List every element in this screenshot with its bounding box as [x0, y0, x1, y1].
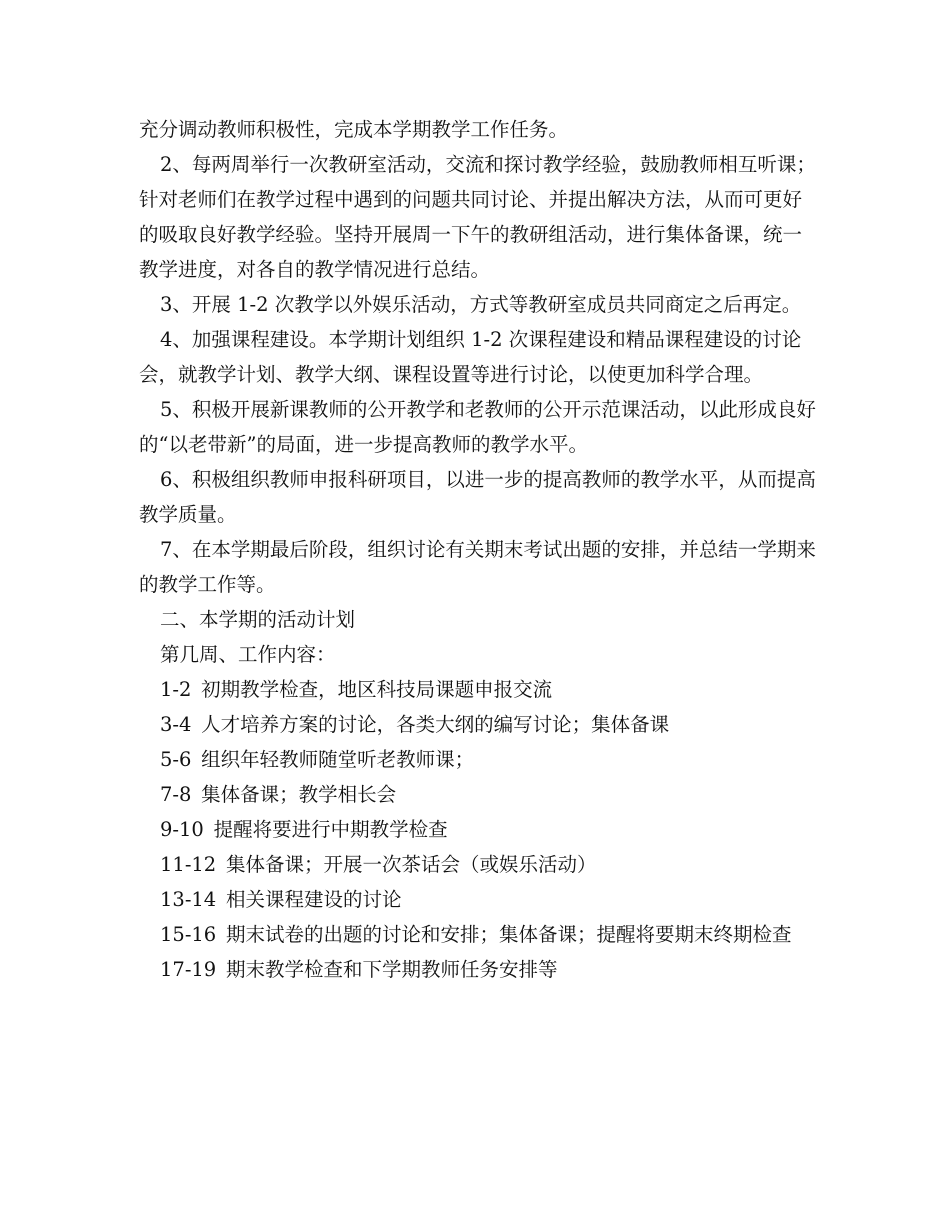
schedule-weeks: 11-12 [160, 853, 217, 876]
schedule-content: 人才培养方案的讨论，各类大纲的编写讨论；集体备课 [201, 713, 670, 736]
schedule-row [139, 777, 819, 812]
schedule-weeks: 1-2 [160, 678, 192, 701]
schedule-weeks: 17-19 [160, 958, 217, 981]
schedule-content: 集体备课；教学相长会 [201, 783, 397, 806]
schedule-row [139, 847, 819, 882]
schedule-row [139, 882, 819, 917]
paragraph-item-5: 5、积极开展新课教师的公开教学和老教师的公开示范课活动，以此形成良好的“以老带新”的局面，进一步提高教师的教学水平。 [139, 398, 816, 456]
schedule-content: 初期教学检查，地区科技局课题申报交流 [201, 678, 553, 701]
schedule-content: 相关课程建设的讨论 [225, 888, 402, 911]
paragraph-continuation: 充分调动教师积极性，完成本学期教学工作任务。 [139, 118, 569, 141]
schedule-content: 提醒将要进行中期教学检查 [213, 818, 448, 841]
paragraph-item-3: 3、开展 1-2 次教学以外娱乐活动，方式等教研室成员共同商定之后再定。 [160, 293, 802, 316]
schedule-weeks: 13-14 [160, 888, 217, 911]
schedule-weeks: 3-4 [160, 713, 192, 736]
schedule-row [139, 707, 819, 742]
schedule-content: 组织年轻教师随堂听老教师课； [201, 748, 475, 771]
schedule-row [139, 672, 819, 707]
schedule-row [139, 812, 819, 847]
section-title: 二、本学期的活动计划 [160, 608, 356, 631]
schedule-row [139, 952, 819, 987]
schedule-weeks: 15-16 [160, 923, 217, 946]
schedule-content: 期末教学检查和下学期教师任务安排等 [225, 958, 558, 981]
paragraph-item-4: 4、加强课程建设。本学期计划组织 1-2 次课程建设和精品课程建设的讨论会，就教学计划、教学大纲、课程设置等进行讨论，以使更加科学合理。 [139, 328, 802, 386]
schedule-weeks: 7-8 [160, 783, 192, 806]
paragraph-item-6: 6、积极组织教师申报科研项目，以进一步的提高教师的教学水平，从而提高教学质量。 [139, 468, 816, 526]
paragraph-item-7: 7、在本学期最后阶段，组织讨论有关期末考试出题的安排，并总结一学期来的教学工作等。 [139, 538, 816, 596]
document-body [139, 112, 819, 987]
schedule-content: 期末试卷的出题的讨论和安排；集体备课；提醒将要期末终期检查 [225, 923, 792, 946]
schedule-row [139, 742, 819, 777]
schedule-weeks: 5-6 [160, 748, 192, 771]
schedule-content: 集体备课；开展一次茶话会（或娱乐活动） [225, 853, 597, 876]
schedule-header: 第几周、工作内容： [160, 643, 336, 666]
schedule-row [139, 917, 819, 952]
paragraph-item-2: 2、每两周举行一次教研室活动，交流和探讨教学经验，鼓励教师相互听课；针对老师们在教学过程中遇到的问题共同讨论、并提出解决方法，从而可更好的吸取良好教学经验。坚持开展周一下午的教研组活动，进行集体备课，统一教学进度，对各自的教学情况进行总结。 [139, 153, 816, 281]
schedule-weeks: 9-10 [160, 818, 204, 841]
